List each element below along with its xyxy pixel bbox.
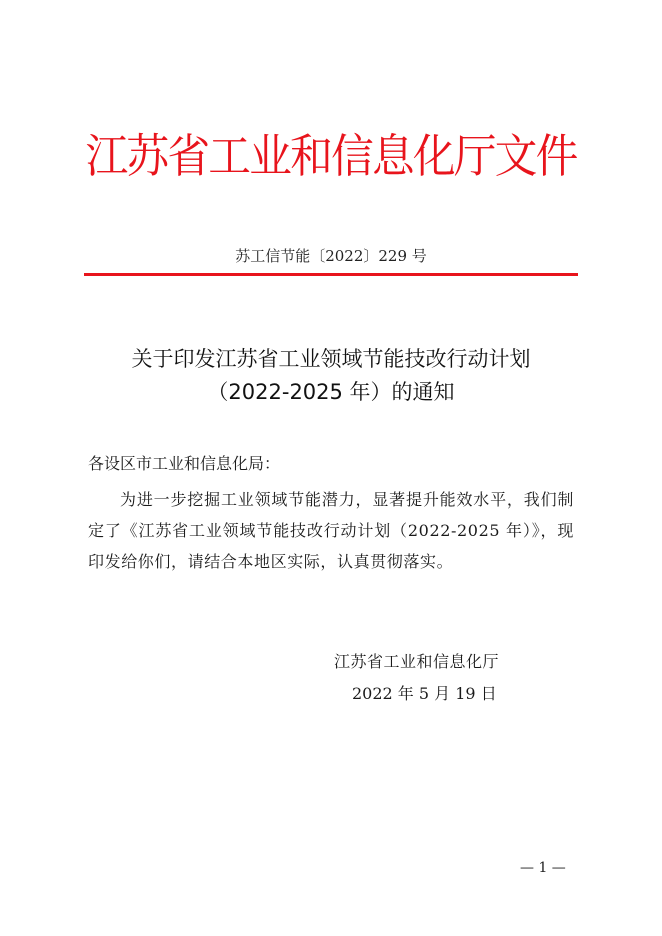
salutation: 各设区市工业和信息化局：	[88, 454, 281, 473]
notice-title-line-2: （2022-2025 年）的通知	[207, 380, 455, 404]
page-number: — 1 —	[520, 860, 566, 876]
issue-date: 2022 年 5 月 19 日	[352, 684, 497, 703]
issuer-name: 江苏省工业和信息化厅	[334, 652, 500, 671]
red-divider-line	[84, 273, 578, 276]
document-number: 苏工信节能〔2022〕229 号	[235, 247, 427, 265]
notice-title	[60, 343, 602, 409]
body-paragraph: 为进一步挖掘工业领域节能潜力，显著提升能效水平，我们制定了《江苏省工业领域节能技改行动计划（2022-2025 年）》，现印发给你们，请结合本地区实际，认真贯彻落实。	[88, 490, 574, 571]
notice-title-line-1: 关于印发江苏省工业领域节能技改行动计划	[131, 347, 531, 371]
agency-banner: 江苏省工业和信息化厅文件	[85, 129, 577, 183]
